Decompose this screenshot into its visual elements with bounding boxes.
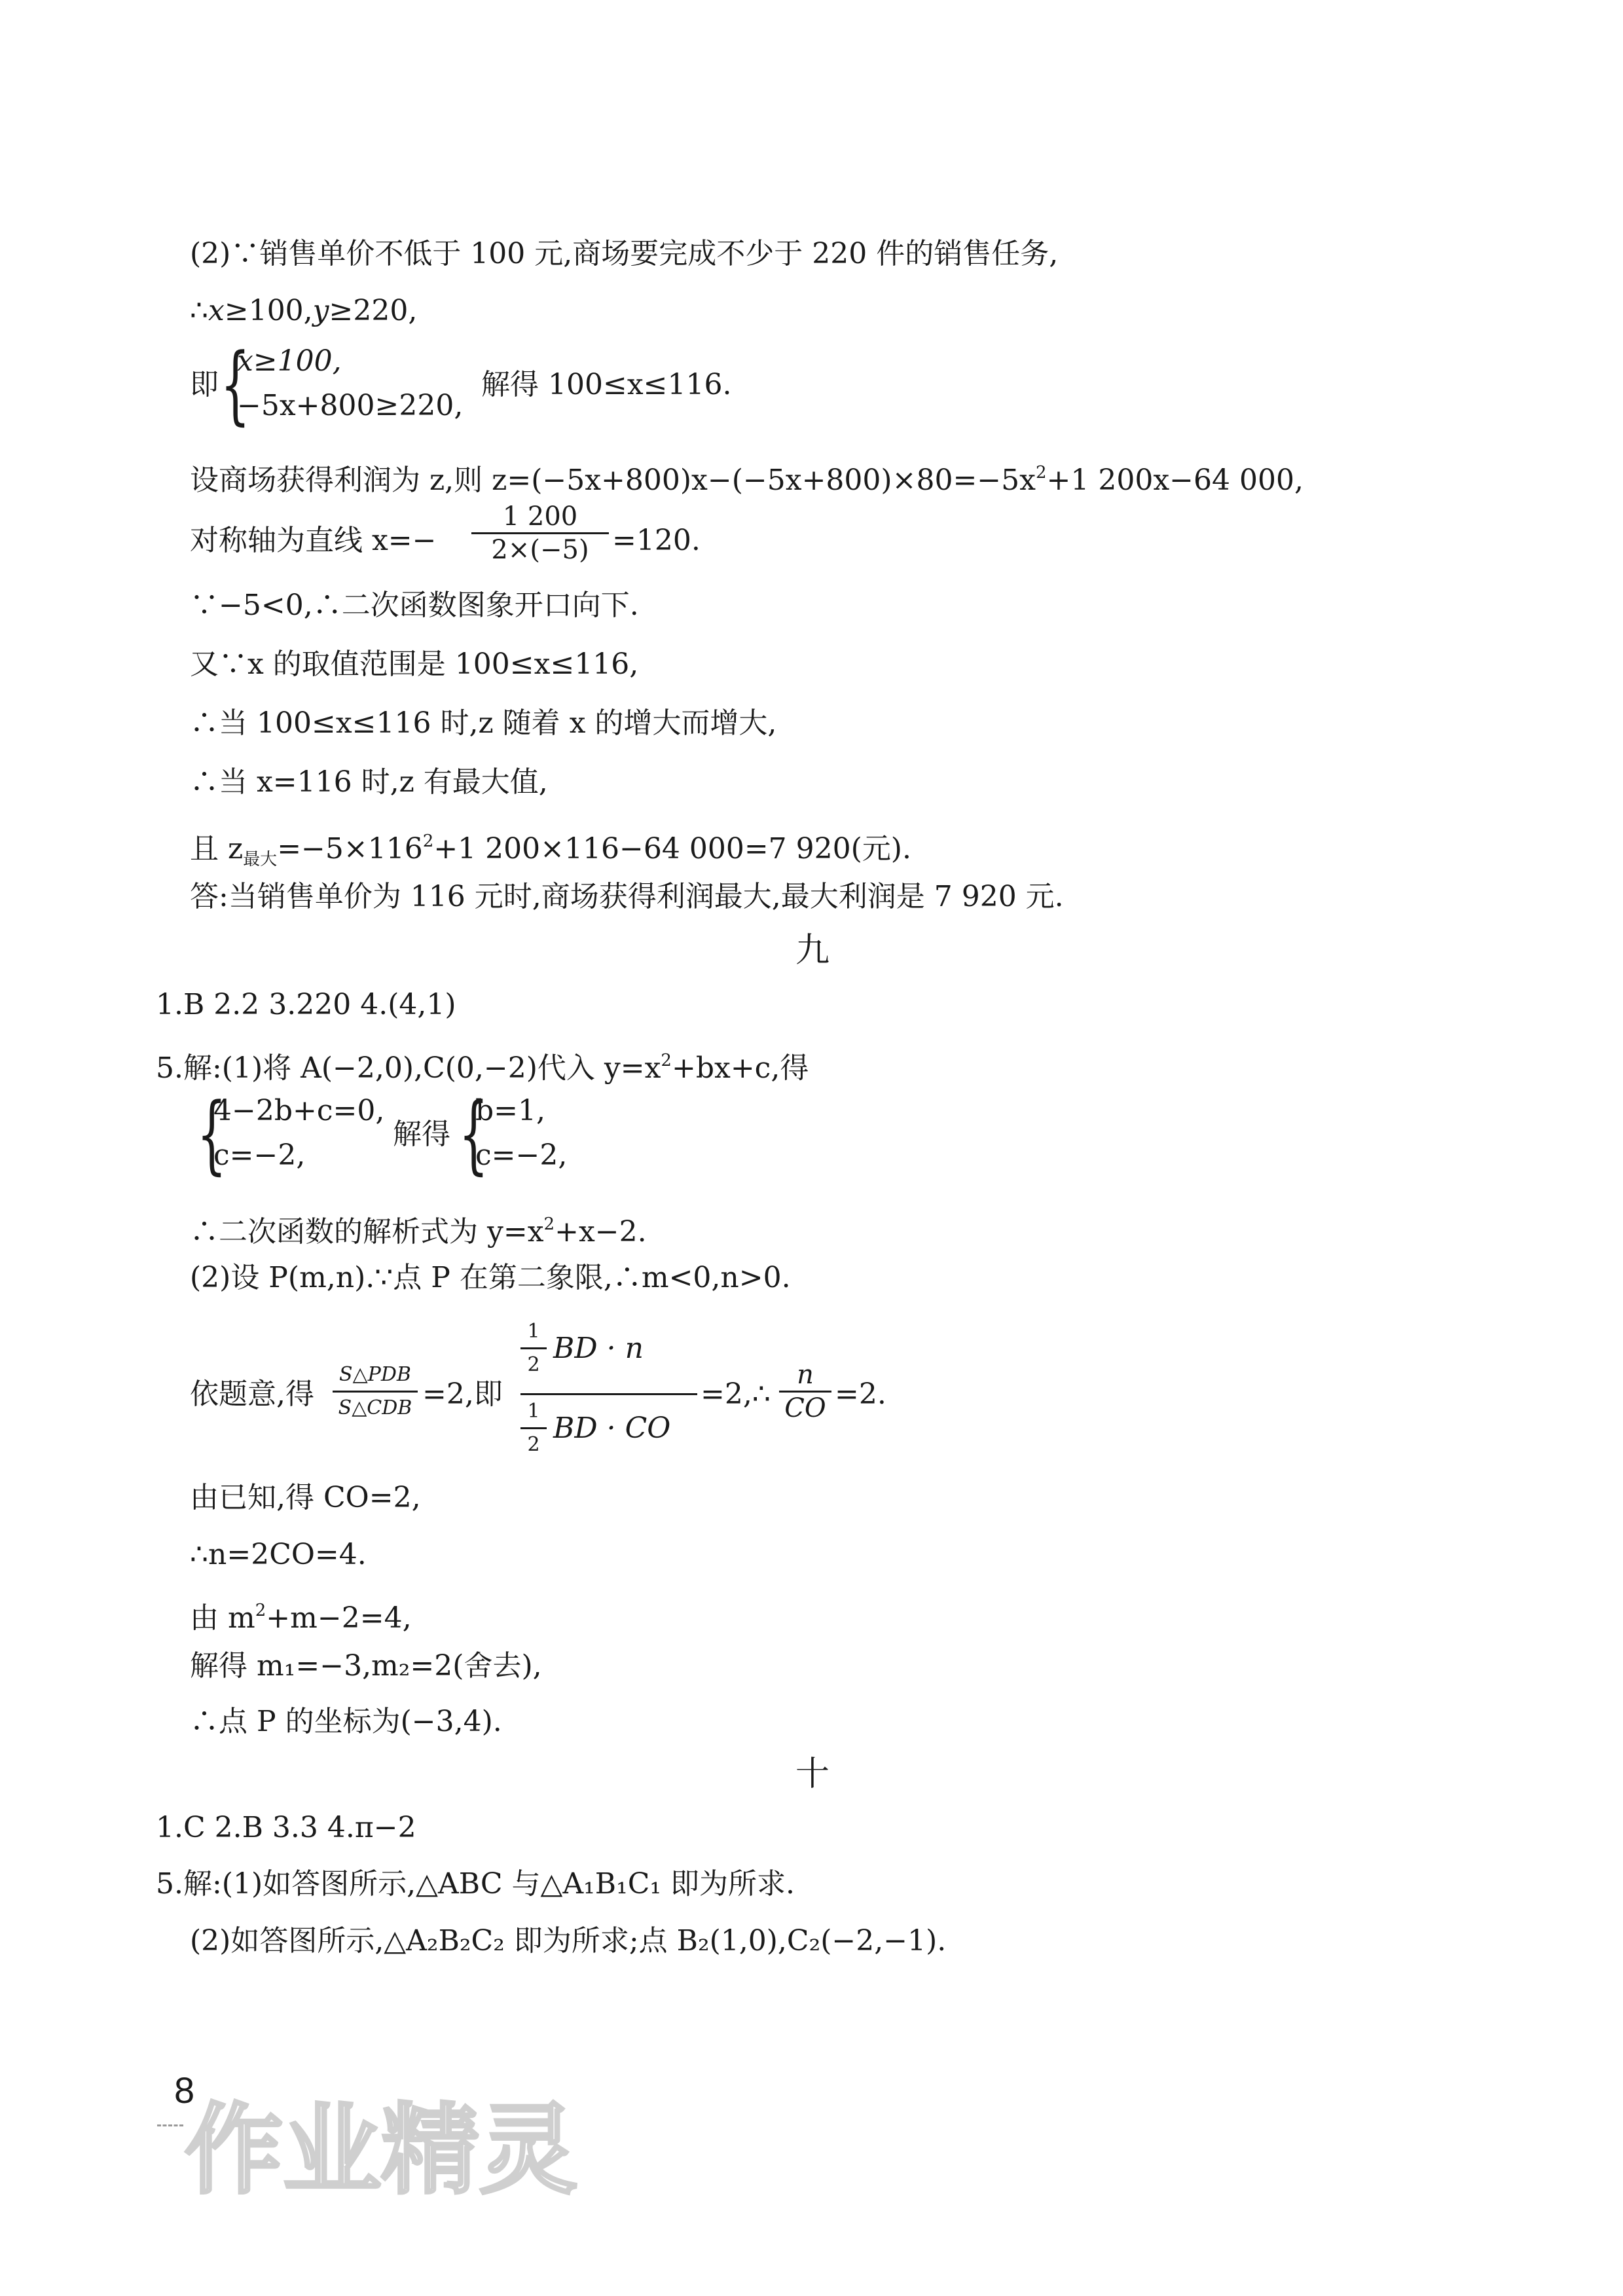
half — [520, 1396, 547, 1461]
text-span: =2,即 — [422, 1377, 503, 1411]
therefore-symbol: ∴ — [190, 294, 208, 327]
text-span: 且 z — [190, 832, 244, 866]
var-y: y — [312, 294, 329, 327]
var-x: x — [208, 294, 225, 327]
text-span: 由 m — [190, 1601, 255, 1635]
text-line: ∴当 x=116 时,z 有最大值, — [190, 765, 548, 799]
text-span: ∴二次函数的解析式为 y=x — [190, 1215, 544, 1248]
numerator: S△PDB — [339, 1363, 411, 1386]
subscript: 最大 — [243, 850, 278, 869]
text-line: 答:当销售单价为 116 元时,商场获得利润最大,最大利润是 7 920 元. — [190, 880, 1064, 913]
text-line: ∴当 100≤x≤116 时,z 随着 x 的增大而增大, — [190, 706, 777, 740]
compound-fraction — [520, 1316, 710, 1456]
fraction — [471, 501, 609, 566]
text-span: ≥220, — [329, 294, 418, 327]
solution-text: 解得 — [393, 1118, 450, 1151]
text-line: (2)如答图所示,△A₂B₂C₂ 即为所求;点 B₂(1,0),C₂(−2,−1). — [190, 1924, 947, 1958]
text-line: 对称轴为直线 x=− — [190, 524, 437, 557]
text-line: (2)∵销售单价不低于 100 元,商场要完成不少于 220 件的销售任务, — [190, 237, 1059, 270]
brace: { — [196, 1084, 227, 1184]
system-row: c=−2, — [475, 1139, 568, 1172]
text-span: =2. — [835, 1377, 886, 1411]
text-span: 5.解:(1)将 A(−2,0),C(0,−2)代入 y=x — [156, 1051, 661, 1085]
text-line — [190, 822, 911, 879]
text-span: ≥100, — [224, 294, 313, 327]
text-span: BD · CO — [553, 1412, 671, 1445]
text-line: ∴点 P 的坐标为(−3,4). — [190, 1705, 502, 1738]
system-row: b=1, — [475, 1094, 546, 1127]
text-span: 设商场获得利润为 z,则 z=(−5x+800)x−(−5x+800)×80=−5x — [190, 464, 1036, 497]
system-row: 4−2b+c=0, — [213, 1094, 385, 1127]
watermark-logo: 作业精灵 — [185, 2094, 578, 2208]
fraction — [779, 1359, 831, 1424]
page-number: 8 — [174, 2069, 195, 2111]
text-line: 由已知,得 CO=2, — [190, 1481, 421, 1514]
superscript: 2 — [255, 1601, 266, 1620]
denominator: S△CDB — [333, 1391, 418, 1424]
numerator: 1 — [527, 1320, 540, 1343]
text-line: (2)设 P(m,n).∵点 P 在第二象限,∴m<0,n>0. — [190, 1261, 791, 1294]
text-span: +1 200x−64 000, — [1046, 464, 1304, 497]
text-line — [190, 1205, 647, 1252]
answers-line: 1.C 2.B 3.3 4.π−2 — [156, 1811, 416, 1844]
superscript: 2 — [543, 1214, 555, 1234]
system-row: c=−2, — [213, 1139, 306, 1172]
numerator: 1 — [527, 1400, 540, 1423]
text-span: BD · n — [553, 1332, 644, 1365]
text-line: =120. — [612, 524, 701, 557]
brace: { — [220, 335, 251, 434]
text-span: +1 200×116−64 000=7 920(元). — [433, 832, 911, 866]
fraction — [333, 1359, 418, 1424]
equation-system — [190, 1084, 779, 1188]
system-row: x≥100, — [237, 344, 342, 378]
fraction-bar — [520, 1393, 697, 1395]
denominator: CO — [779, 1391, 831, 1424]
text-line: ∵−5<0,∴二次函数图象开口向下. — [190, 589, 639, 622]
numerator: n — [797, 1360, 814, 1390]
superscript: 2 — [661, 1051, 672, 1070]
half — [520, 1316, 547, 1381]
footer-rule — [157, 2124, 183, 2126]
solution-text: 解得 100≤x≤116. — [481, 368, 732, 401]
section-heading: 十 — [795, 1755, 830, 1794]
superscript: 2 — [422, 831, 434, 851]
text-span: =−5×116 — [277, 832, 423, 866]
denominator: 2 — [520, 1347, 547, 1381]
text-line: 又∵x 的取值范围是 100≤x≤116, — [190, 647, 639, 681]
text-line — [156, 1041, 809, 1088]
lead-text: 依题意,得 — [190, 1377, 314, 1411]
answers-line: 1.B 2.2 3.220 4.(4,1) — [156, 988, 456, 1021]
text-span: =2,∴ — [701, 1377, 771, 1411]
text-line: 5.解:(1)如答图所示,△ABC 与△A₁B₁C₁ 即为所求. — [156, 1867, 795, 1901]
section-heading: 九 — [795, 931, 830, 970]
text-span: +bx+c,得 — [671, 1051, 809, 1085]
text-line: 解得 m₁=−3,m₂=2(舍去), — [190, 1649, 542, 1683]
text-line: ∴n=2CO=4. — [190, 1538, 367, 1571]
denominator: 2 — [520, 1427, 547, 1461]
lead-text: 即 — [190, 368, 219, 401]
superscript: 2 — [1035, 463, 1047, 483]
text-line — [190, 291, 417, 331]
text-span: +x−2. — [555, 1215, 647, 1248]
brace: { — [458, 1084, 489, 1184]
fraction-line — [190, 1316, 976, 1460]
text-line — [190, 453, 1304, 500]
text-line — [190, 1591, 412, 1638]
text-span: +m−2=4, — [266, 1601, 412, 1635]
numerator: 1 200 — [502, 501, 578, 532]
denominator: 2×(−5) — [471, 532, 609, 566]
equation-system — [190, 335, 845, 439]
system-row: −5x+800≥220, — [237, 389, 464, 422]
